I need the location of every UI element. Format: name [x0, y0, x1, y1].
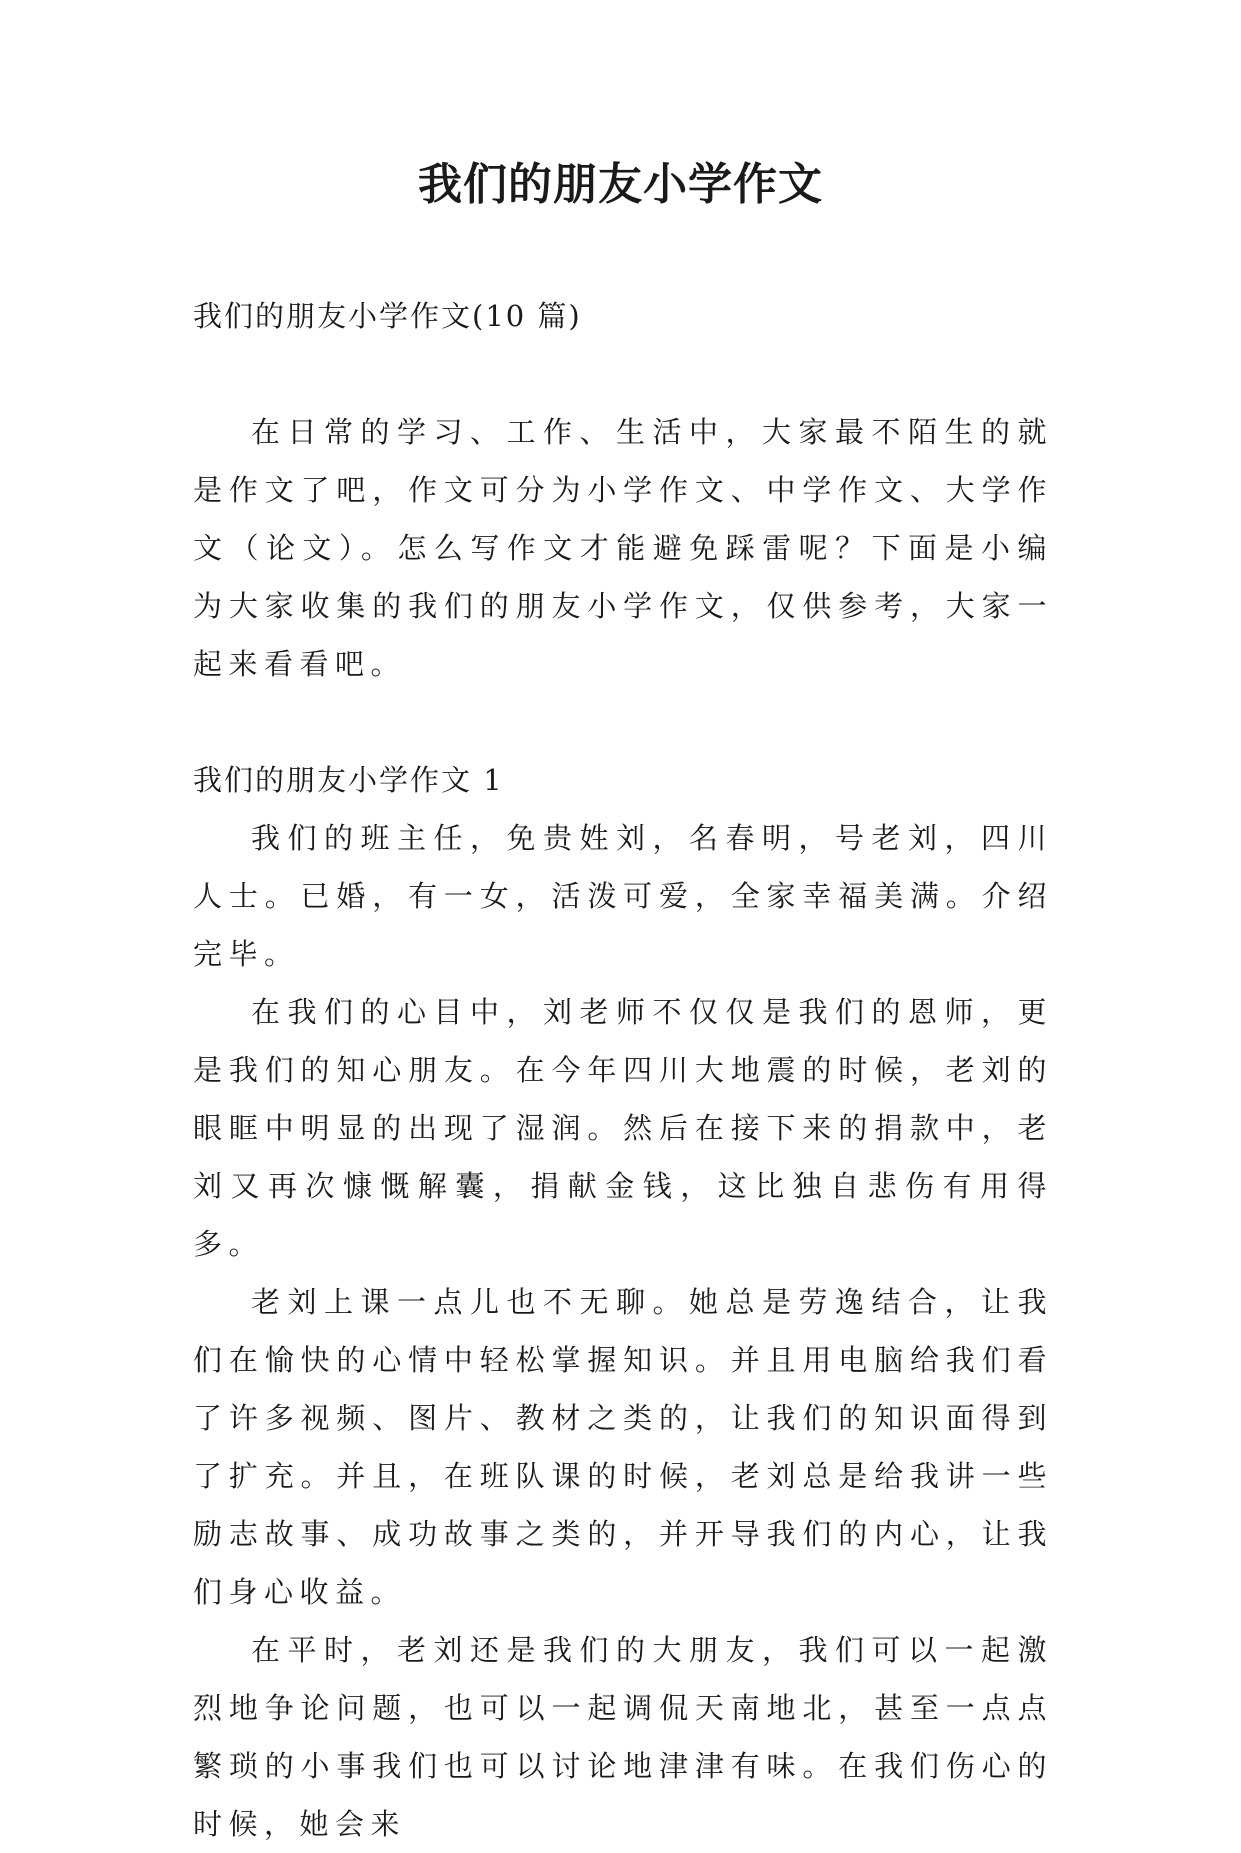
document-body: [193, 287, 1053, 1853]
document-title: 我们的朋友小学作文: [418, 159, 823, 210]
document-subtitle: 我们的朋友小学作文(10 篇): [193, 299, 582, 333]
body-paragraph: 在我们的心目中，刘老师不仅仅是我们的恩师，更是我们的知心朋友。在今年四川大地震的时候，老刘的眼眶中明显的出现了湿润。然后在接下来的捐款中，老刘又再次慷慨解囊，捐献金钱，这比独自悲伤有用得多。: [193, 995, 1053, 1261]
body-paragraph: 在平时，老刘还是我们的大朋友，我们可以一起激烈地争论问题，也可以一起调侃天南地北，甚至一点点繁琐的小事我们也可以讨论地津津有味。在我们伤心的时候，她会来: [193, 1633, 1053, 1841]
spacer: [193, 693, 1053, 751]
section-heading: 我们的朋友小学作文 1: [193, 763, 504, 797]
body-paragraph: 老刘上课一点儿也不无聊。她总是劳逸结合，让我们在愉快的心情中轻松掌握知识。并且用电脑给我们看了许多视频、图片、教材之类的，让我们的知识面得到了扩充。并且，在班队课的时候，老刘总是给我讲一些励志故事、成功故事之类的，并开导我们的内心，让我们身心收益。: [193, 1285, 1053, 1609]
body-paragraph: 我们的班主任，免贵姓刘，名春明，号老刘，四川人士。已婚，有一女，活泼可爱，全家幸福美满。介绍完毕。: [193, 821, 1053, 971]
spacer: [193, 345, 1053, 403]
intro-paragraph: 在日常的学习、工作、生活中，大家最不陌生的就是作文了吧，作文可分为小学作文、中学作文、大学作文（论文）。怎么写作文才能避免踩雷呢？下面是小编为大家收集的我们的朋友小学作文，仅供参考，大家一起来看看吧。: [193, 415, 1053, 681]
